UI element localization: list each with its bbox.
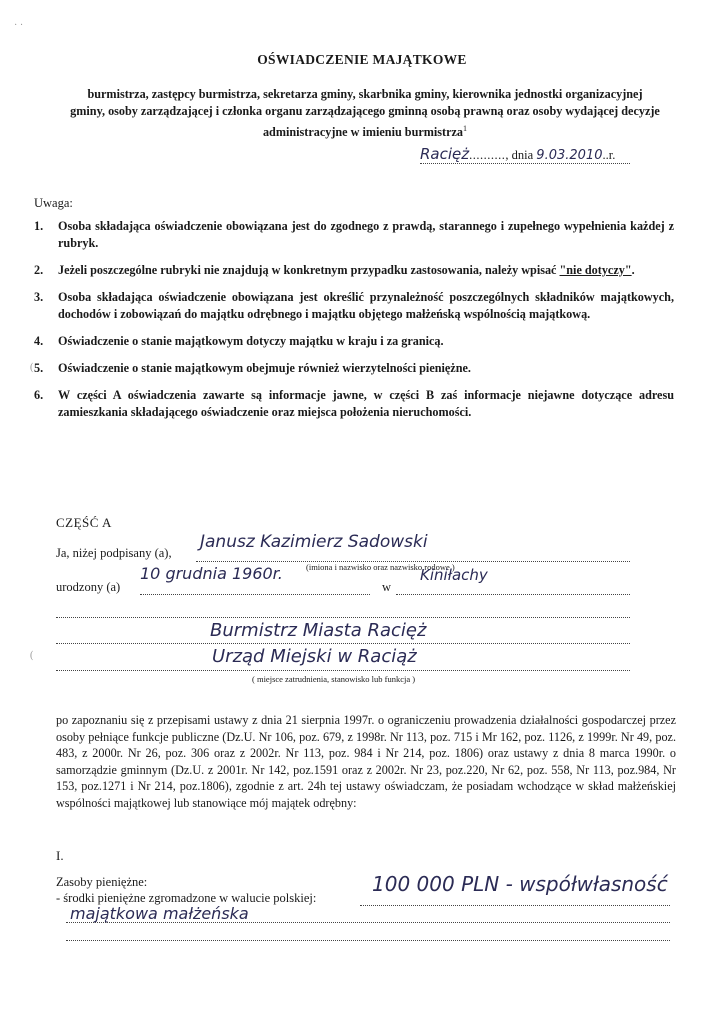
notice-item: [34, 289, 674, 323]
notice-number: 2.: [34, 263, 44, 277]
employer-caption: ( miejsce zatrudnienia, stanowisko lub funkcja ): [252, 674, 416, 684]
employer-line-1: [56, 643, 630, 644]
employer-handwritten-line1: Burmistrz Miasta Racięż: [210, 620, 427, 641]
notice-number: 3.: [34, 290, 44, 304]
not-applicable-phrase: "nie dotyczy": [559, 263, 632, 277]
dob-handwritten: 10 grudnia 1960r.: [140, 564, 283, 583]
pln-funds-handwritten: 100 000 PLN - współwłasność: [372, 872, 668, 896]
scan-speck: · ·: [14, 20, 24, 31]
date-suffix: ..r.: [602, 148, 616, 162]
employer-line-2: [56, 670, 630, 671]
born-label: urodzony (a): [56, 580, 121, 594]
place-handwritten: Racięż: [420, 145, 470, 163]
date-prefix: , dnia: [505, 148, 534, 162]
part-a-heading: CZĘŚĆ A: [56, 515, 112, 530]
pln-funds-line-3: [66, 940, 670, 941]
scan-speck: (: [30, 650, 34, 661]
document-title: OŚWIADCZENIE MAJĄTKOWE: [257, 52, 467, 67]
notice-text: Osoba składająca oświadczenie obowiązana jest określić przynależność poszczególnych składników majątkowych, dochodów i zobowiązań do majątku odrębnego i majątku objętego małżeńską wspólnością majątkową.: [58, 290, 674, 321]
section-one-heading: I.: [56, 848, 64, 863]
notice-list: [34, 218, 674, 431]
employer-handwritten-line2: Urząd Miejski w Raciąż: [212, 646, 417, 667]
born-in-label: w: [382, 580, 392, 594]
notice-number: 1.: [34, 219, 44, 233]
pln-funds-label: - środki pieniężne zgromadzone w walucie polskiej:: [56, 891, 317, 905]
scan-speck: (: [30, 362, 34, 373]
notice-item: [34, 360, 674, 377]
notice-text-part: .: [631, 263, 635, 277]
notice-text: [58, 262, 674, 279]
signed-label: Ja, niżej podpisany (a),: [56, 546, 172, 560]
notice-number: 4.: [34, 334, 44, 348]
footnote-mark: 1: [463, 124, 468, 133]
legal-basis-paragraph: po zapoznaniu się z przepisami ustawy z dnia 21 sierpnia 1997r. o ograniczeniu prowadzenia działalności gospodarczej przez osoby pełniące funkcje publiczne (Dz.U. Nr 106, poz. 679, z 1998r. Nr 113, poz. 715 i Mr 162, poz. 1126, z 1999r. Nr 49, poz. 483, z 2000r. Nr 26, poz. 306 oraz z 2002r. Nr 113, poz. 984 i Nr 214, poz. 1806) oraz ustawy z dnia 8 marca 1990r. o samorządzie gminnym (Dz.U. z 2001r. Nr 142, poz.1591 oraz z 2002r. Nr 23, poz.220, Nr 62, poz. 558, Nr 113, poz.984, Nr 153, poz.1271 i Nr 214, poz.1806), zgodnie z art. 24h tej ustawy oświadczam, że posiadam wchodzące w skład małżeńskiej wspólności majątkowej lub stanowiące mój majątek odrębny:: [56, 713, 676, 810]
date-handwritten: 9.03.2010: [536, 148, 603, 163]
cash-resources-label: Zasoby pieniężne:: [56, 875, 148, 889]
birthplace-field-line: [396, 594, 630, 595]
notice-item: [34, 218, 674, 252]
name-caption: (imiona i nazwisko oraz nazwisko rodowe ): [306, 562, 455, 572]
notice-item: [34, 387, 674, 421]
place-date-underline: [420, 163, 630, 164]
place-dots: ..........: [469, 148, 506, 162]
notice-item: [34, 262, 674, 279]
pln-funds-line-2: [66, 922, 670, 923]
notice-text: Oświadczenie o stanie majątkowym obejmuje również wierzytelności pieniężne.: [58, 361, 471, 375]
notice-text-part: Jeżeli poszczególne rubryki nie znajdują w konkretnym przypadku zastosowania, należy wpisać: [58, 263, 560, 277]
notice-text: Oświadczenie o stanie majątkowym dotyczy majątku w kraju i za granicą.: [58, 334, 444, 348]
place-date-line: [420, 145, 615, 163]
dob-field-line: [140, 594, 370, 595]
notice-item: [34, 333, 674, 350]
name-handwritten: Janusz Kazimierz Sadowski: [200, 532, 428, 552]
notice-text: W części A oświadczenia zawarte są informacje jawne, w części B zaś informacje niejawne dotyczące adresu zamieszkania składającego oświadczenie oraz miejsca położenia nieruchomości.: [58, 388, 674, 419]
pln-funds-line: [360, 905, 670, 906]
birthplace-handwritten: Kiniłachy: [420, 566, 488, 584]
notice-number: 5.: [34, 361, 44, 375]
notice-label: Uwaga:: [34, 196, 73, 210]
subtitle-text: burmistrza, zastępcy burmistrza, sekretarza gminy, skarbnika gminy, kierownika jednostki organizacyjnej gminy, osoby zarządzającej i członka organu zarządzającego gminną osobą prawną oraz osoby wydającej decyzje administracyjne w imieniu burmistrza: [70, 87, 660, 140]
pln-funds-handwritten-continued: majątkowa małżeńska: [70, 904, 249, 923]
notice-text: Osoba składająca oświadczenie obowiązana jest do zgodnego z prawdą, starannego i zupełnego wypełnienia każdej z rubryk.: [58, 219, 674, 250]
blank-line: [56, 617, 630, 618]
notice-number: 6.: [34, 388, 44, 402]
document-subtitle: [70, 86, 660, 141]
